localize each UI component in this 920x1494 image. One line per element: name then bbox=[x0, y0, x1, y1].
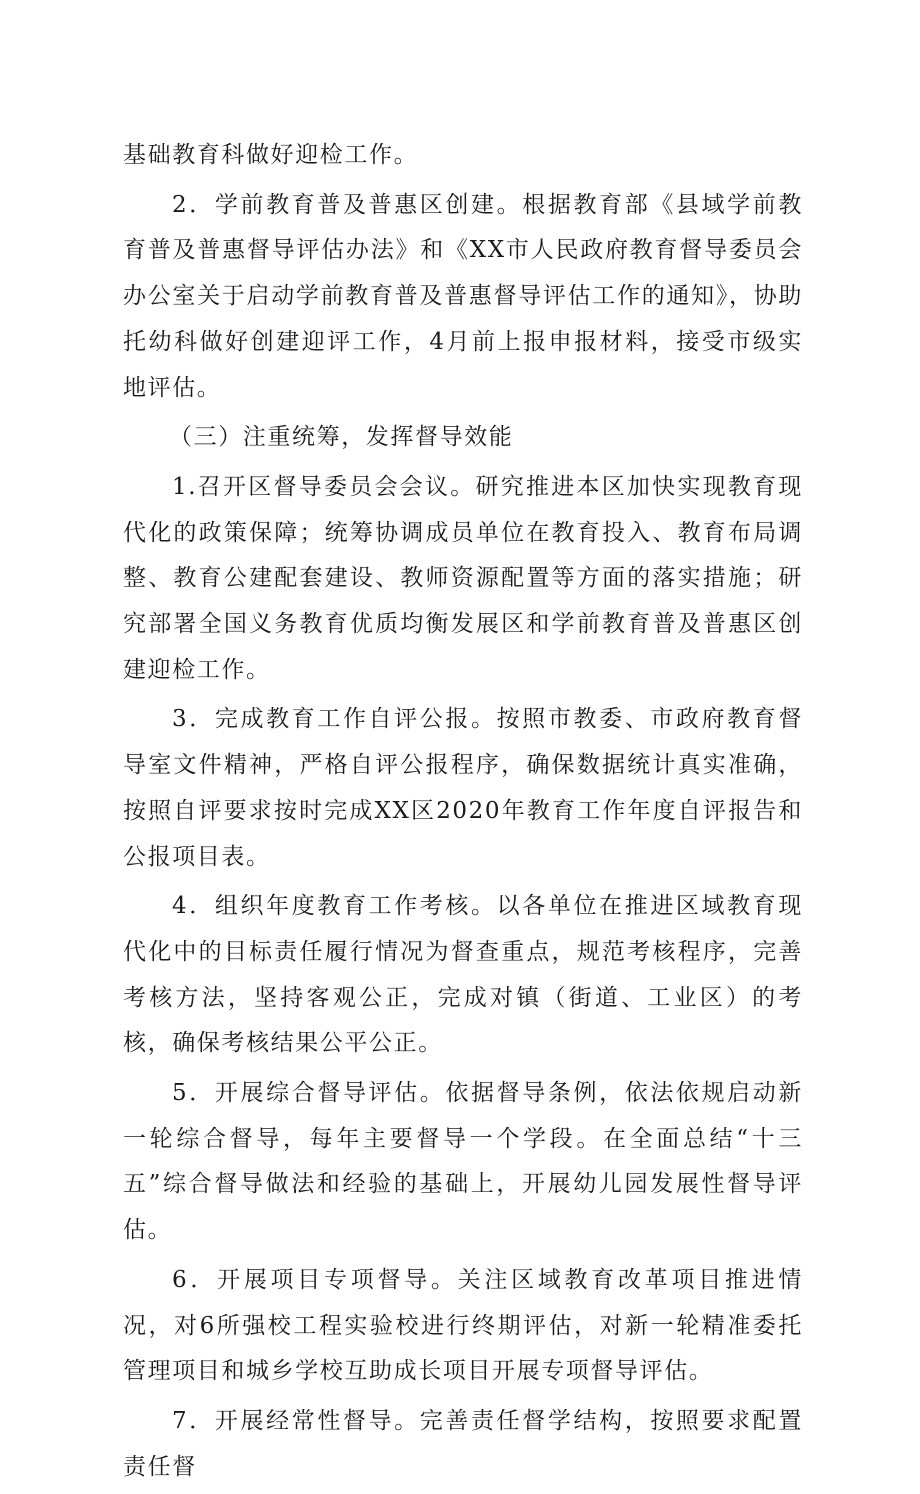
paragraph-continuation: 基础教育科做好迎检工作。 bbox=[123, 142, 419, 168]
paragraph-item-1: 1.召开区督导委员会会议。研究推进本区加快实现教育现代化的政策保障；统筹协调成员单位在教育投入、教育布局调整、教育公建配套建设、教师资源配置等方面的落实措施；研究部署全国义务教育优质均衡发展区和学前教育普及普惠区创建迎检工作。 bbox=[123, 473, 803, 683]
paragraph-item-7: 7．开展经常性督导。完善责任督学结构，按照要求配置责任督 bbox=[123, 1407, 803, 1480]
section-heading-3: （三）注重统筹，发挥督导效能 bbox=[169, 424, 514, 451]
paragraph-item-5: 5．开展综合督导评估。依据督导条例，依法依规启动新一轮综合督导，每年主要督导一个学段。在全面总结“十三五”综合督导做法和经验的基础上，开展幼儿园发展性督导评估。 bbox=[123, 1080, 803, 1244]
paragraph-item-6: 6．开展项目专项督导。关注区域教育改革项目推进情况，对6所强校工程实验校进行终期评估，对新一轮精准委托管理项目和城乡学校互助成长项目开展专项督导评估。 bbox=[123, 1266, 803, 1385]
paragraph-item-4: 4．组织年度教育工作考核。以各单位在推进区域教育现代化中的目标责任履行情况为督查重点，规范考核程序，完善考核方法，坚持客观公正，完成对镇（街道、工业区）的考核，确保考核结果公平公正。 bbox=[123, 893, 803, 1057]
paragraph-item-2: 2．学前教育普及普惠区创建。根据教育部《县域学前教育普及普惠督导评估办法》和《XX市人民政府教育督导委员会办公室关于启动学前教育普及普惠督导评估工作的通知》，协助托幼科做好创建迎评工作，4月前上报申报材料，接受市级实地评估。 bbox=[123, 191, 803, 401]
document-body bbox=[123, 133, 803, 1494]
paragraph-item-3: 3．完成教育工作自评公报。按照市教委、市政府教育督导室文件精神，严格自评公报程序，确保数据统计真实准确，按照自评要求按时完成XX区2020年教育工作年度自评报告和公报项目表。 bbox=[123, 706, 803, 870]
